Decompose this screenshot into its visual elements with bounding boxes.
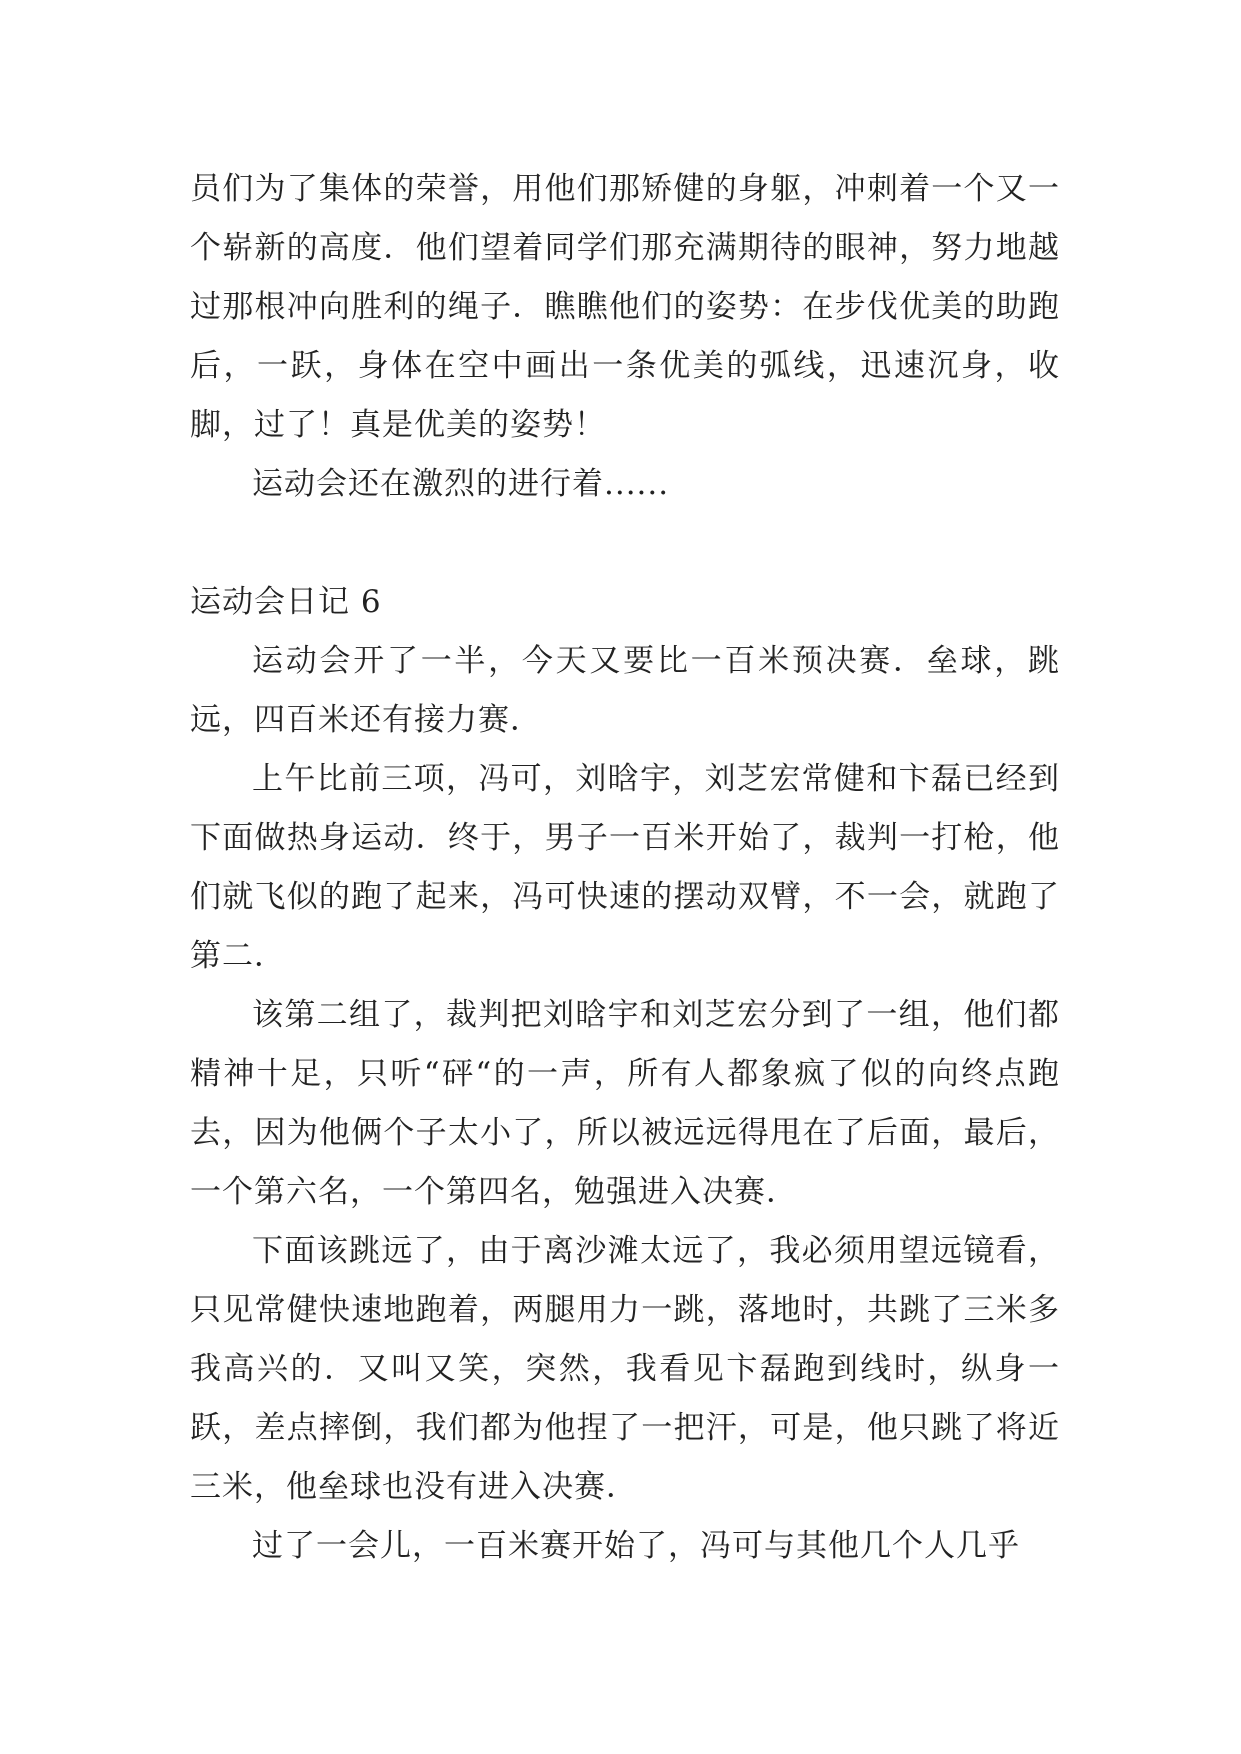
section-title: 运动会日记 6 [190, 584, 382, 620]
paragraph: 运动会还在激烈的进行着...... [252, 466, 670, 502]
paragraph: 运动会开了一半，今天又要比一百米预决赛．垒球，跳远，四百米还有接力赛． [190, 643, 1060, 738]
paragraph-continued: 员们为了集体的荣誉，用他们那矫健的身躯，冲刺着一个又一个崭新的高度．他们望着同学们那充满期待的眼神，努力地越过那根冲向胜利的绳子．瞧瞧他们的姿势：在步伐优美的助跑后，一跃，身体在空中画出一条优美的弧线，迅速沉身，收脚，过了！真是优美的姿势！ [190, 171, 1060, 443]
paragraph: 下面该跳远了，由于离沙滩太远了，我必须用望远镜看，只见常健快速地跑着，两腿用力一跳，落地时，共跳了三米多我高兴的．又叫又笑，突然，我看见卞磊跑到线时，纵身一跃，差点摔倒，我们都为他捏了一把汗，可是，他只跳了将近三米，他垒球也没有进入决赛． [190, 1233, 1060, 1505]
paragraph: 过了一会儿，一百米赛开始了，冯可与其他几个人几乎 [252, 1528, 1020, 1564]
paragraph: 该第二组了，裁判把刘晗宇和刘芝宏分到了一组，他们都精神十足，只听“砰“的一声，所有人都象疯了似的向终点跑去，因为他俩个子太小了，所以被远远得甩在了后面，最后，一个第六名，一个第四名，勉强进入决赛． [190, 997, 1060, 1210]
section-gap [190, 514, 1060, 573]
paragraph: 上午比前三项，冯可，刘晗宇，刘芝宏常健和卞磊已经到下面做热身运动．终于，男子一百米开始了，裁判一打枪，他们就飞似的跑了起来，冯可快速的摆动双臂，不一会，就跑了第二． [190, 761, 1060, 974]
document-body [190, 160, 1060, 1576]
